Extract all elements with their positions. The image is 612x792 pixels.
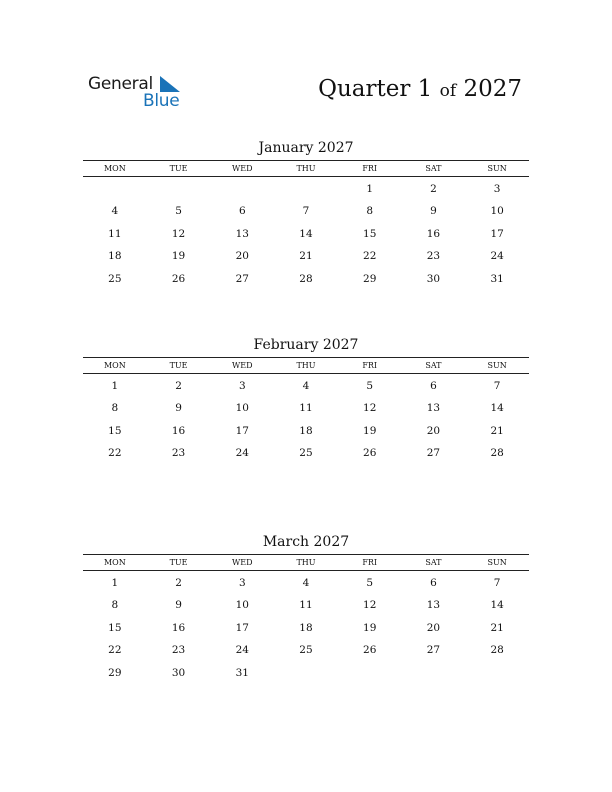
- day-cell: 23: [426, 250, 441, 263]
- day-cell: 6: [238, 205, 246, 218]
- weekday-thu: THU: [296, 558, 316, 567]
- day-cell: 26: [171, 272, 186, 285]
- day-cell: 25: [299, 644, 313, 657]
- weekday-fri: FRI: [362, 558, 378, 567]
- day-cell: 8: [111, 599, 119, 612]
- day-cell: 25: [108, 272, 122, 285]
- weekday-thu: THU: [296, 164, 316, 173]
- day-cell: 14: [299, 227, 313, 240]
- weekday-header: [83, 160, 529, 177]
- day-cell: 21: [490, 424, 504, 437]
- day-cell: 15: [108, 621, 122, 634]
- day-cell: 29: [363, 272, 377, 285]
- day-cell: 17: [235, 621, 249, 634]
- day-cell: 30: [426, 272, 441, 285]
- weekday-header: [83, 554, 529, 571]
- day-cell: 12: [363, 599, 377, 612]
- day-cell: 23: [171, 644, 186, 657]
- weekday-mon: MON: [103, 164, 126, 173]
- weekday-fri: FRI: [362, 164, 378, 173]
- weekday-tue: TUE: [169, 361, 188, 370]
- day-cell: 12: [363, 402, 377, 415]
- day-cell: 4: [302, 380, 310, 392]
- weekday-wed: WED: [232, 164, 253, 173]
- weekday-sun: SUN: [487, 361, 507, 370]
- day-cell: 31: [490, 272, 504, 285]
- day-cell: 16: [426, 227, 441, 240]
- day-cell: 12: [171, 227, 186, 240]
- day-cell: 9: [175, 402, 182, 415]
- day-cell: 13: [235, 227, 249, 240]
- page-title: [318, 76, 522, 102]
- day-cell: 11: [299, 599, 313, 612]
- weekday-fri: FRI: [362, 361, 378, 370]
- day-cell: 15: [363, 227, 377, 240]
- day-cell: 1: [111, 577, 119, 589]
- day-cell: 16: [171, 621, 186, 634]
- month-february: [83, 335, 529, 470]
- day-cell: 8: [111, 402, 119, 415]
- day-cell: 22: [108, 644, 122, 657]
- month-title: February 2027: [253, 337, 359, 353]
- empty-day-cell: [274, 183, 338, 205]
- weekday-tue: TUE: [169, 558, 188, 567]
- empty-day-cell: [210, 183, 274, 205]
- day-cell: 26: [363, 447, 377, 460]
- month-march: [83, 532, 529, 689]
- day-cell: 4: [111, 205, 119, 218]
- day-cell: 11: [108, 227, 122, 240]
- empty-day-cell: [147, 183, 211, 205]
- day-cell: 6: [430, 577, 437, 589]
- day-cell: 7: [302, 205, 310, 218]
- day-cell: 6: [430, 380, 437, 392]
- day-cell: 8: [366, 205, 374, 218]
- day-cell: 1: [111, 380, 119, 392]
- day-cell: 24: [490, 250, 504, 263]
- day-cell: 27: [426, 644, 441, 657]
- title-year: 2027: [463, 76, 522, 102]
- logo-text-general: General: [88, 74, 153, 94]
- day-cell: 7: [493, 380, 501, 392]
- day-cell: 27: [235, 272, 249, 285]
- weekday-mon: MON: [103, 361, 126, 370]
- day-cell: 28: [490, 644, 504, 657]
- day-cell: 21: [299, 250, 313, 263]
- day-cell: 2: [175, 577, 182, 589]
- weekday-sat: SAT: [425, 164, 442, 173]
- day-cell: 4: [302, 577, 310, 589]
- logo-triangle-icon: [160, 76, 180, 92]
- day-cell: 10: [490, 205, 504, 218]
- day-grid: [83, 380, 529, 470]
- day-cell: 10: [235, 402, 249, 415]
- weekday-sun: SUN: [487, 558, 507, 567]
- day-cell: 26: [363, 644, 377, 657]
- day-cell: 13: [426, 599, 441, 612]
- weekday-sun: SUN: [487, 164, 507, 173]
- day-cell: 3: [238, 380, 246, 392]
- day-cell: 19: [363, 621, 377, 634]
- day-cell: 9: [175, 599, 182, 612]
- title-of: of: [439, 81, 457, 101]
- weekday-mon: MON: [103, 558, 126, 567]
- day-cell: 10: [235, 599, 249, 612]
- title-quarter: Quarter 1: [318, 76, 433, 102]
- day-cell: 24: [235, 447, 249, 460]
- day-cell: 5: [366, 380, 374, 392]
- weekday-header: [83, 357, 529, 374]
- day-cell: 17: [235, 424, 249, 437]
- day-cell: 3: [493, 183, 501, 195]
- day-cell: 30: [171, 666, 186, 679]
- empty-day-cell: [83, 183, 147, 205]
- day-cell: 16: [171, 424, 186, 437]
- day-grid: [83, 577, 529, 689]
- day-cell: 13: [426, 402, 441, 415]
- day-cell: 1: [366, 183, 374, 195]
- day-cell: 24: [235, 644, 249, 657]
- day-cell: 15: [108, 424, 122, 437]
- logo: [88, 72, 198, 114]
- day-cell: 17: [490, 227, 504, 240]
- day-cell: 29: [108, 666, 122, 679]
- day-cell: 20: [426, 621, 441, 634]
- weekday-tue: TUE: [169, 164, 188, 173]
- day-cell: 3: [238, 577, 246, 589]
- weekday-thu: THU: [296, 361, 316, 370]
- weekday-sat: SAT: [425, 558, 442, 567]
- logo-text-blue: Blue: [143, 91, 180, 111]
- day-cell: 7: [493, 577, 501, 589]
- day-cell: 5: [175, 205, 182, 218]
- day-cell: 22: [363, 250, 377, 263]
- weekday-wed: WED: [232, 558, 253, 567]
- day-cell: 20: [235, 250, 249, 263]
- day-cell: 11: [299, 402, 313, 415]
- weekday-sat: SAT: [425, 361, 442, 370]
- day-grid: [83, 183, 529, 295]
- day-cell: 27: [426, 447, 441, 460]
- month-title: January 2027: [258, 140, 354, 156]
- day-cell: 22: [108, 447, 122, 460]
- day-cell: 28: [490, 447, 504, 460]
- day-cell: 31: [235, 666, 249, 679]
- weekday-wed: WED: [232, 361, 253, 370]
- day-cell: 19: [171, 250, 186, 263]
- day-cell: 20: [426, 424, 441, 437]
- day-cell: 23: [171, 447, 186, 460]
- day-cell: 18: [299, 621, 313, 634]
- day-cell: 19: [363, 424, 377, 437]
- day-cell: 28: [299, 272, 313, 285]
- day-cell: 5: [366, 577, 374, 589]
- day-cell: 21: [490, 621, 504, 634]
- day-cell: 18: [108, 250, 122, 263]
- day-cell: 2: [175, 380, 182, 392]
- day-cell: 9: [430, 205, 437, 218]
- day-cell: 2: [430, 183, 437, 195]
- day-cell: 14: [490, 599, 504, 612]
- day-cell: 14: [490, 402, 504, 415]
- day-cell: 25: [299, 447, 313, 460]
- day-cell: 18: [299, 424, 313, 437]
- month-title: March 2027: [262, 534, 350, 550]
- month-january: [83, 138, 529, 295]
